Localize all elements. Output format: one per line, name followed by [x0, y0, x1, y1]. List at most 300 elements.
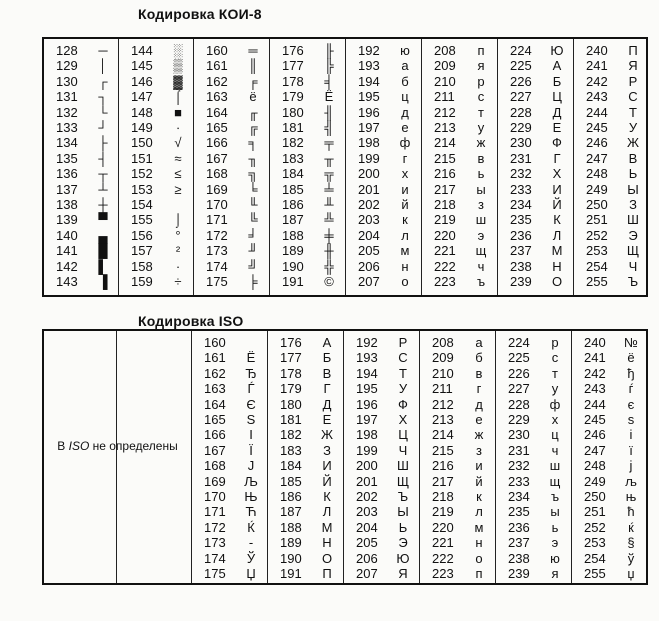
code-number: 176 — [280, 335, 302, 350]
code-glyph: ° — [175, 227, 181, 243]
code-glyph: џ — [627, 566, 635, 581]
code-glyph: Ж — [626, 135, 639, 151]
code-number: 213 — [434, 120, 456, 135]
code-number: 162 — [204, 365, 226, 381]
code-cell — [574, 43, 646, 59]
code-number: 152 — [131, 166, 153, 182]
code-number: 221 — [432, 535, 454, 551]
column-divider — [116, 331, 117, 583]
code-number: 169 — [206, 181, 228, 197]
code-cell — [346, 274, 421, 290]
code-cell — [192, 489, 267, 505]
code-cell — [270, 43, 345, 59]
code-cell — [420, 474, 495, 490]
code-cell — [44, 259, 118, 275]
code-glyph: - — [248, 535, 254, 551]
code-glyph: ╚ — [248, 212, 258, 228]
code-number: 214 — [434, 135, 456, 151]
code-number: 168 — [204, 458, 226, 474]
code-cell — [346, 182, 421, 198]
code-number: 233 — [510, 181, 532, 197]
code-cell — [119, 228, 193, 244]
code-glyph: в — [477, 150, 485, 166]
code-glyph: и — [475, 458, 483, 474]
code-glyph: Њ — [244, 489, 258, 504]
code-cell — [344, 412, 419, 428]
code-cell — [192, 551, 267, 567]
code-number: 206 — [358, 258, 380, 274]
code-number: 184 — [282, 166, 304, 182]
code-glyph: ─ — [98, 43, 108, 58]
code-number: 172 — [206, 227, 228, 243]
code-number: 185 — [282, 181, 304, 197]
code-cell — [270, 166, 345, 182]
code-glyph: Ю — [396, 550, 410, 566]
code-cell — [574, 166, 646, 182]
code-cell — [344, 566, 419, 582]
code-glyph: Ў — [246, 550, 256, 566]
code-cell — [194, 274, 269, 290]
code-glyph: Ь — [628, 166, 638, 182]
code-number: 187 — [280, 504, 302, 520]
code-cell — [119, 197, 193, 213]
code-cell — [44, 166, 118, 182]
code-cell — [346, 212, 421, 228]
code-number: 220 — [432, 519, 454, 535]
code-number: 184 — [280, 458, 302, 474]
code-cell — [498, 151, 573, 167]
code-glyph: ї — [629, 442, 633, 458]
code-number: 192 — [358, 43, 380, 58]
code-glyph: ▓ — [173, 73, 183, 89]
code-cell — [44, 74, 118, 90]
code-glyph: э — [477, 227, 485, 243]
code-number: 222 — [432, 550, 454, 566]
code-number: 227 — [510, 89, 532, 105]
code-cell — [194, 212, 269, 228]
code-cell — [344, 443, 419, 459]
code-number: 253 — [584, 535, 606, 551]
code-glyph: н — [475, 535, 483, 551]
code-cell — [268, 397, 343, 413]
code-number: 165 — [206, 120, 228, 135]
code-number: 203 — [358, 212, 380, 228]
code-cell — [268, 335, 343, 351]
code-glyph: Л — [552, 227, 562, 243]
koi8-column — [422, 39, 498, 295]
code-cell — [496, 366, 571, 382]
code-cell — [119, 259, 193, 275]
code-cell — [119, 151, 193, 167]
code-number: 196 — [356, 396, 378, 412]
code-cell — [420, 551, 495, 567]
code-cell — [119, 243, 193, 259]
code-glyph: у — [477, 120, 485, 135]
code-cell — [422, 135, 497, 151]
code-cell — [346, 166, 421, 182]
code-glyph: ч — [551, 442, 559, 458]
code-glyph: ≤ — [174, 166, 182, 182]
code-number: 165 — [204, 412, 226, 427]
code-glyph: Д — [322, 396, 332, 412]
code-number: 226 — [508, 365, 530, 381]
code-number: 170 — [206, 197, 228, 212]
code-number: 202 — [358, 197, 380, 212]
code-number: 239 — [508, 566, 530, 581]
code-cell — [192, 474, 267, 490]
code-cell — [344, 427, 419, 443]
code-cell — [420, 504, 495, 520]
code-glyph: К — [553, 212, 561, 228]
code-glyph: ╝ — [248, 258, 258, 274]
code-cell — [496, 504, 571, 520]
code-number: 189 — [280, 535, 302, 551]
code-glyph: З — [323, 442, 331, 458]
code-cell — [270, 58, 345, 74]
code-number: 146 — [131, 73, 153, 89]
code-number: 249 — [586, 181, 608, 197]
code-glyph: Е — [552, 120, 562, 135]
koi8-column — [270, 39, 346, 295]
code-glyph: Щ — [396, 473, 410, 489]
code-number: 148 — [131, 104, 153, 120]
code-number: 238 — [508, 550, 530, 566]
code-cell — [270, 105, 345, 121]
code-cell — [498, 43, 573, 59]
code-glyph: Я — [398, 566, 408, 581]
code-cell — [344, 474, 419, 490]
code-glyph: Х — [398, 412, 408, 427]
code-number: 197 — [356, 412, 378, 427]
code-cell — [498, 135, 573, 151]
code-glyph: ▒ — [173, 58, 183, 74]
code-cell — [192, 412, 267, 428]
code-glyph: О — [551, 274, 563, 289]
code-number: 223 — [434, 274, 456, 289]
code-glyph: Ъ — [397, 489, 409, 504]
code-number: 223 — [432, 566, 454, 581]
code-cell — [44, 243, 118, 259]
code-glyph: ╢ — [324, 104, 334, 120]
code-cell — [346, 243, 421, 259]
code-glyph: Г — [323, 381, 331, 397]
code-cell — [422, 58, 497, 74]
code-cell — [194, 120, 269, 136]
code-cell — [572, 504, 646, 520]
code-number: 235 — [510, 212, 532, 228]
code-glyph: ф — [549, 396, 561, 412]
code-number: 142 — [56, 258, 78, 274]
code-number: 183 — [280, 442, 302, 458]
code-cell — [420, 397, 495, 413]
code-number: 247 — [586, 150, 608, 166]
code-cell — [44, 89, 118, 105]
code-glyph: ╓ — [248, 104, 258, 120]
code-cell — [194, 182, 269, 198]
code-number: 145 — [131, 58, 153, 74]
code-number: 183 — [282, 150, 304, 166]
code-number: 211 — [434, 89, 455, 105]
code-glyph: з — [478, 197, 484, 212]
code-glyph: г — [402, 150, 408, 166]
code-number: 222 — [434, 258, 456, 274]
code-number: 193 — [358, 58, 380, 74]
code-cell — [420, 412, 495, 428]
code-number: 206 — [356, 550, 378, 566]
code-cell — [270, 243, 345, 259]
code-cell — [270, 197, 345, 213]
code-glyph: й — [401, 197, 409, 212]
code-cell — [192, 381, 267, 397]
code-number: 150 — [131, 135, 153, 151]
code-glyph: Р — [398, 335, 408, 350]
code-glyph: Ъ — [627, 274, 639, 289]
code-glyph: д — [401, 104, 409, 120]
code-number: 180 — [280, 396, 302, 412]
code-glyph: Ю — [550, 43, 564, 58]
code-number: 151 — [131, 150, 153, 166]
code-number: 173 — [204, 535, 226, 551]
code-cell — [574, 74, 646, 90]
code-glyph: И — [322, 458, 332, 474]
code-number: 157 — [131, 243, 153, 259]
code-glyph: ┤ — [98, 150, 108, 166]
code-glyph: щ — [549, 473, 561, 489]
code-glyph: т — [478, 104, 484, 120]
code-number: 199 — [358, 150, 380, 166]
code-number: 232 — [508, 458, 530, 474]
code-number: 244 — [584, 396, 606, 412]
code-number: 217 — [434, 181, 456, 197]
code-glyph: Ь — [398, 519, 408, 535]
code-cell — [346, 228, 421, 244]
code-number: 216 — [432, 458, 454, 474]
code-cell — [192, 397, 267, 413]
code-cell — [270, 259, 345, 275]
code-cell — [194, 74, 269, 90]
code-glyph: ║ — [248, 58, 258, 74]
code-glyph: О — [321, 550, 333, 566]
code-cell — [420, 458, 495, 474]
code-number: 224 — [508, 335, 530, 350]
code-cell — [496, 489, 571, 505]
code-glyph: ў — [627, 550, 635, 566]
code-glyph: Ф — [552, 135, 562, 151]
code-number: 250 — [586, 197, 608, 212]
code-glyph: Л — [322, 504, 332, 520]
code-glyph: Ё — [246, 350, 256, 366]
code-glyph: я — [477, 58, 485, 74]
code-cell — [268, 458, 343, 474]
code-cell — [270, 151, 345, 167]
code-cell — [344, 535, 419, 551]
code-cell — [422, 197, 497, 213]
code-cell — [44, 105, 118, 121]
code-cell — [420, 566, 495, 582]
code-number: 194 — [356, 365, 378, 381]
code-number: 225 — [508, 350, 530, 366]
code-cell — [194, 105, 269, 121]
code-number: 154 — [131, 197, 153, 212]
code-glyph: ѓ — [628, 381, 634, 397]
code-glyph: ╠ — [324, 58, 334, 74]
code-number: 163 — [206, 89, 228, 105]
code-glyph: ш — [475, 212, 487, 228]
code-number: 143 — [56, 274, 78, 289]
code-number: 158 — [131, 258, 153, 274]
code-number: 185 — [280, 473, 302, 489]
code-glyph: ж — [474, 427, 484, 443]
code-glyph: ╦ — [324, 166, 334, 182]
code-cell — [498, 105, 573, 121]
code-number: 137 — [56, 181, 78, 197]
code-number: 131 — [56, 89, 78, 105]
code-cell — [192, 520, 267, 536]
code-number: 251 — [584, 504, 606, 520]
code-glyph: ж — [476, 135, 486, 151]
code-cell — [44, 182, 118, 198]
code-glyph: ь — [477, 166, 485, 182]
code-cell — [572, 535, 646, 551]
code-cell — [496, 520, 571, 536]
code-number: 180 — [282, 104, 304, 120]
code-glyph: № — [624, 335, 638, 350]
code-glyph: ⌠ — [174, 89, 182, 105]
code-number: 161 — [204, 350, 226, 366]
code-number: 139 — [56, 212, 78, 228]
code-glyph: Ї — [249, 442, 253, 458]
code-cell — [498, 259, 573, 275]
code-number: 192 — [356, 335, 378, 350]
code-glyph: Б — [322, 350, 332, 366]
code-cell — [44, 212, 118, 228]
code-glyph: е — [475, 412, 483, 427]
code-cell — [192, 443, 267, 459]
code-cell — [44, 43, 118, 59]
code-number: 229 — [508, 412, 530, 427]
code-cell — [572, 474, 646, 490]
code-cell — [192, 350, 267, 366]
code-cell — [498, 89, 573, 105]
code-number: 255 — [586, 274, 608, 289]
code-glyph: і — [629, 427, 633, 443]
code-number: 195 — [358, 89, 380, 105]
code-glyph: П — [628, 43, 638, 58]
code-glyph: Ы — [627, 181, 639, 197]
code-number: 245 — [586, 120, 608, 135]
code-number: 189 — [282, 243, 304, 259]
code-glyph: А — [552, 58, 562, 74]
note-iso: ISO — [68, 439, 90, 453]
code-glyph: Ј — [247, 458, 255, 474]
code-number: 200 — [356, 458, 378, 474]
code-glyph: к — [402, 212, 408, 228]
code-number: 215 — [434, 150, 456, 166]
code-glyph: Ф — [398, 396, 408, 412]
koi8-column — [194, 39, 270, 295]
code-glyph: ╣ — [324, 120, 334, 135]
code-number: 136 — [56, 166, 78, 182]
code-cell — [422, 166, 497, 182]
code-glyph: ÷ — [174, 274, 182, 289]
code-cell — [346, 58, 421, 74]
code-cell — [572, 489, 646, 505]
code-glyph: Р — [628, 73, 638, 89]
code-glyph: л — [401, 227, 409, 243]
code-number: 235 — [508, 504, 530, 520]
code-glyph: Ц — [398, 427, 408, 443]
code-cell — [192, 504, 267, 520]
code-number: 247 — [584, 442, 606, 458]
code-glyph: ╪ — [324, 227, 334, 243]
code-cell — [270, 89, 345, 105]
code-cell — [574, 212, 646, 228]
code-number: 208 — [432, 335, 454, 350]
code-number: 244 — [586, 104, 608, 120]
code-number: 217 — [432, 473, 454, 489]
code-glyph: Т — [629, 104, 637, 120]
code-glyph: В — [322, 365, 332, 381]
code-cell — [194, 135, 269, 151]
code-number: 248 — [586, 166, 608, 182]
code-number: 239 — [510, 274, 532, 289]
code-glyph: М — [551, 243, 563, 259]
code-cell — [420, 489, 495, 505]
code-cell — [420, 427, 495, 443]
iso-column — [572, 331, 646, 583]
code-cell — [268, 350, 343, 366]
code-glyph: ░ — [173, 43, 183, 58]
code-cell — [498, 74, 573, 90]
code-cell — [119, 135, 193, 151]
code-number: 159 — [131, 274, 153, 289]
code-number: 234 — [510, 197, 532, 212]
code-glyph: · — [175, 258, 181, 274]
code-glyph: ▄ — [98, 227, 108, 243]
code-cell — [192, 566, 267, 582]
code-glyph: ┼ — [98, 197, 108, 212]
code-cell — [44, 274, 118, 290]
code-glyph: ╜ — [248, 243, 258, 259]
code-number: 191 — [280, 566, 302, 581]
code-glyph: Ч — [628, 258, 638, 274]
code-glyph: є — [627, 396, 635, 412]
code-glyph: ц — [551, 427, 559, 443]
code-glyph: ╡ — [324, 73, 334, 89]
code-number: 144 — [131, 43, 153, 58]
code-cell — [572, 412, 646, 428]
code-number: 241 — [586, 58, 608, 74]
code-number: 134 — [56, 135, 78, 151]
iso-undefined-note — [44, 439, 191, 453]
code-glyph: н — [401, 258, 409, 274]
code-glyph: Ѕ — [246, 412, 256, 427]
code-cell — [422, 43, 497, 59]
code-number: 243 — [586, 89, 608, 105]
code-cell — [270, 274, 345, 290]
code-number: 254 — [584, 550, 606, 566]
code-cell — [268, 474, 343, 490]
code-glyph: Ш — [397, 458, 409, 474]
code-glyph: И — [552, 181, 562, 197]
code-number: 175 — [206, 274, 228, 289]
code-cell — [420, 381, 495, 397]
code-glyph: х — [401, 166, 409, 182]
code-cell — [422, 212, 497, 228]
code-number: 188 — [280, 519, 302, 535]
code-number: 242 — [584, 365, 606, 381]
code-number: 218 — [432, 489, 454, 504]
